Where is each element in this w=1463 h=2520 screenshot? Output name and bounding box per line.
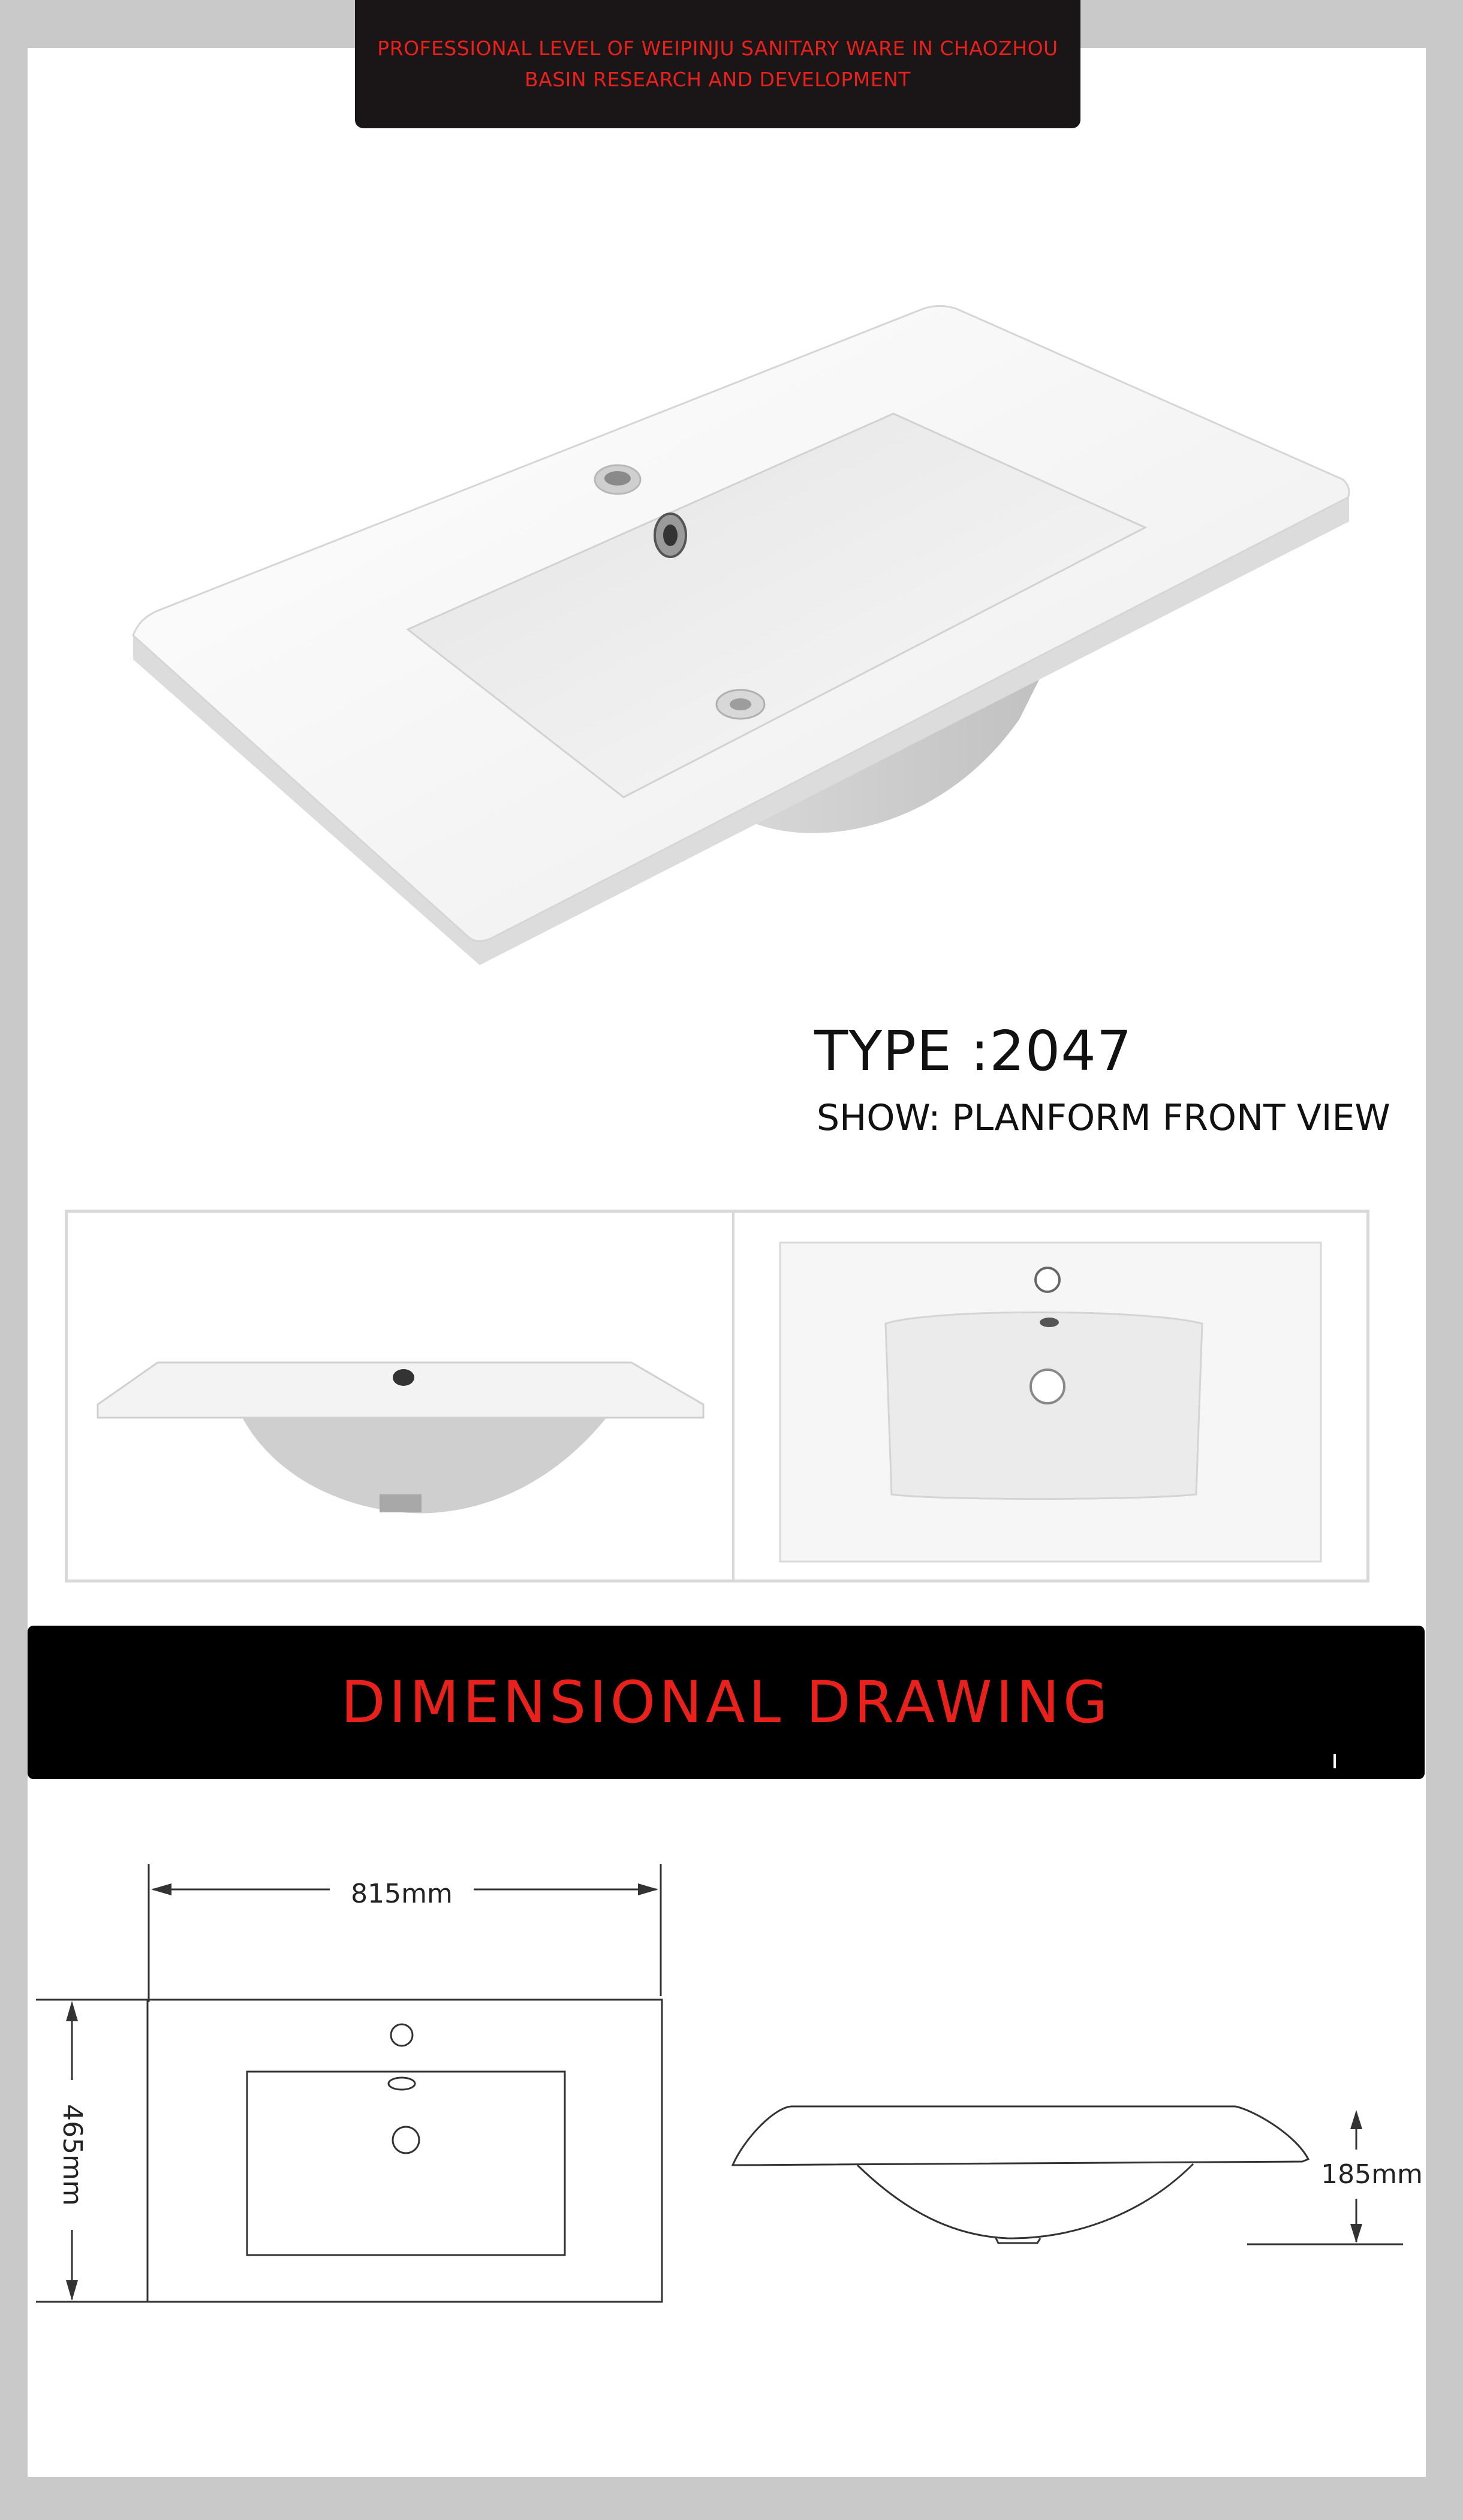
banner-line-1: PROFESSIONAL LEVEL OF WEIPINJU SANITARY WARE IN CHAOZHOU: [377, 37, 1058, 60]
top-view-image: [734, 1213, 1371, 1579]
view-gallery: [65, 1210, 1369, 1582]
width-label: 815mm: [351, 1879, 453, 1909]
bar-tick-mark: [1333, 1754, 1336, 1768]
dimension-drawing-side: [726, 2092, 1433, 2272]
height-label: 185mm: [1321, 2159, 1423, 2190]
depth-label: 465mm: [57, 2104, 88, 2206]
side-view-image: [68, 1213, 732, 1579]
section-header: [28, 1626, 1425, 1779]
hero-basin-image: [0, 0, 1463, 1019]
banner-line-2: BASIN RESEARCH AND DEVELOPMENT: [525, 68, 911, 91]
section-title: DIMENSIONAL DRAWING: [341, 1669, 1112, 1736]
product-type: TYPE :2047: [814, 1019, 1133, 1083]
dimension-drawing-top: [36, 1864, 755, 2374]
view-description: SHOW: PLANFORM FRONT VIEW: [817, 1097, 1390, 1139]
